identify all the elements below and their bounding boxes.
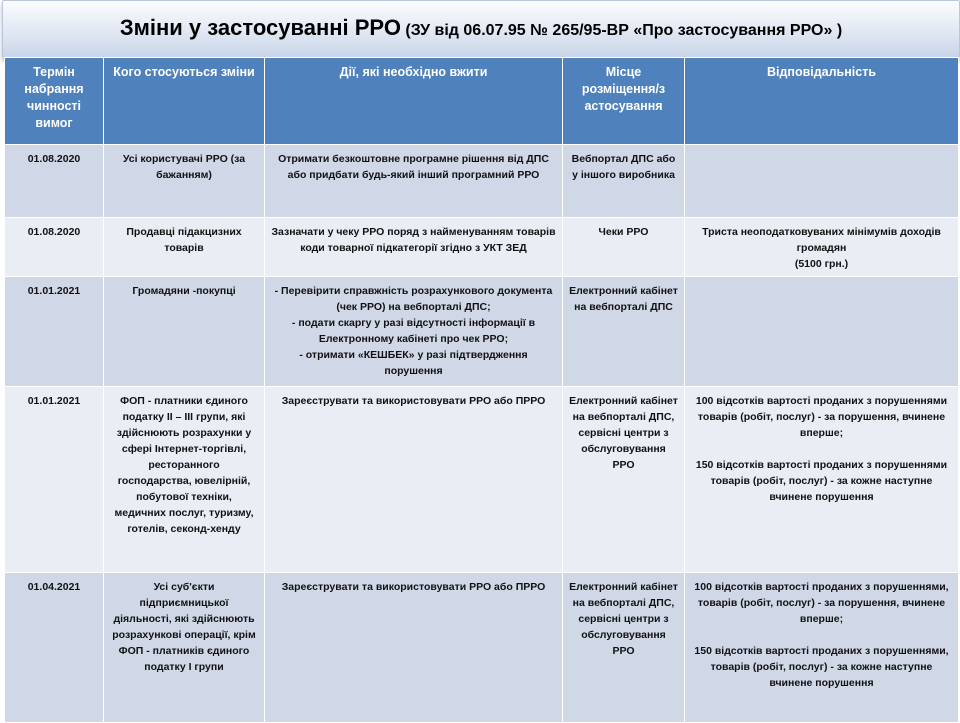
cell-responsibility: 100 відсотків вартості проданих з порушеннями товарів (робіт, послуг) - за порушення, вчинене вперше; 150 відсотків вартості проданих з порушеннями товарів (робіт, послуг) - за кожне наступне вчинене порушення	[685, 387, 959, 573]
cell-who: ФОП - платники єдиного податку ІІ – ІІІ групи, які здійснюють розрахунки у сфері Інтернет-торгівлі, ресторанного господарства, ювелірній, побутової техніки, медичних послуг, туризму, готелів, секонд-хенду	[104, 387, 265, 573]
cell-who: Продавці підакцизних товарів	[104, 218, 265, 277]
cell-actions: Отримати безкоштовне програмне рішення від ДПС або придбати будь-який інший програмний РРО	[265, 145, 563, 218]
cell-place: Електронний кабінет на вебпорталі ДПС, сервісні центри з обслуговування РРО	[563, 387, 685, 573]
cell-actions: Зазначати у чеку РРО поряд з найменуванням товарів коди товарної підкатегорії згідно з УКТ ЗЕД	[265, 218, 563, 277]
cell-responsibility: 100 відсотків вартості проданих з порушеннями, товарів (робіт, послуг) - за порушення, вчинене вперше; 150 відсотків вартості проданих з порушеннями, товарів (робіт, послуг) - за кожне наступне вчинене порушення	[685, 573, 959, 723]
header-required-actions: Дії, які необхідно вжити	[265, 58, 563, 145]
rro-changes-table	[4, 57, 959, 723]
header-place: Місце розміщення/з астосування	[563, 58, 685, 145]
table-row	[5, 387, 959, 573]
cell-date: 01.08.2020	[5, 145, 104, 218]
header-affected-parties: Кого стосуються зміни	[104, 58, 265, 145]
cell-date: 01.08.2020	[5, 218, 104, 277]
cell-actions: - Перевірити справжність розрахункового документа (чек РРО) на вебпорталі ДПС; - подати скаргу у разі відсутності інформації в Електронному кабінеті про чек РРО; - отримати «КЕШБЕК» у разі підтвердження порушення	[265, 277, 563, 387]
cell-date: 01.01.2021	[5, 277, 104, 387]
cell-place: Вебпортал ДПС або у іншого виробника	[563, 145, 685, 218]
table-row	[5, 277, 959, 387]
cell-responsibility: Триста неоподатковуваних мінімумів доходів громадян (5100 грн.)	[685, 218, 959, 277]
cell-date: 01.01.2021	[5, 387, 104, 573]
cell-actions: Зареєструвати та використовувати РРО або ПРРО	[265, 573, 563, 723]
cell-date: 01.04.2021	[5, 573, 104, 723]
table-row	[5, 573, 959, 723]
cell-place: Чеки РРО	[563, 218, 685, 277]
cell-actions: Зареєструвати та використовувати РРО або ПРРО	[265, 387, 563, 573]
slide-title-bar	[2, 0, 960, 58]
table-row	[5, 218, 959, 277]
cell-who: Усі суб'єкти підприємницької діяльності, які здійснюють розрахункові операції, крім ФОП - платників єдиного податку І групи	[104, 573, 265, 723]
cell-who: Усі користувачі РРО (за бажанням)	[104, 145, 265, 218]
cell-responsibility	[685, 145, 959, 218]
cell-place: Електронний кабінет на вебпорталі ДПС, сервісні центри з обслуговування РРО	[563, 573, 685, 723]
table-header-row	[5, 58, 959, 145]
table-row	[5, 145, 959, 218]
title-main: Зміни у застосуванні РРО	[119, 15, 401, 40]
header-responsibility: Відповідальність	[685, 58, 959, 145]
cell-responsibility	[685, 277, 959, 387]
cell-place: Електронний кабінет на вебпорталі ДПС	[563, 277, 685, 387]
title-law-reference: (ЗУ від 06.07.95 № 265/95-ВР «Про застосування РРО» )	[400, 22, 843, 39]
cell-who: Громадяни -покупці	[104, 277, 265, 387]
slide-title	[3, 15, 959, 41]
header-effective-date: Термін набрання чинності вимог	[5, 58, 104, 145]
